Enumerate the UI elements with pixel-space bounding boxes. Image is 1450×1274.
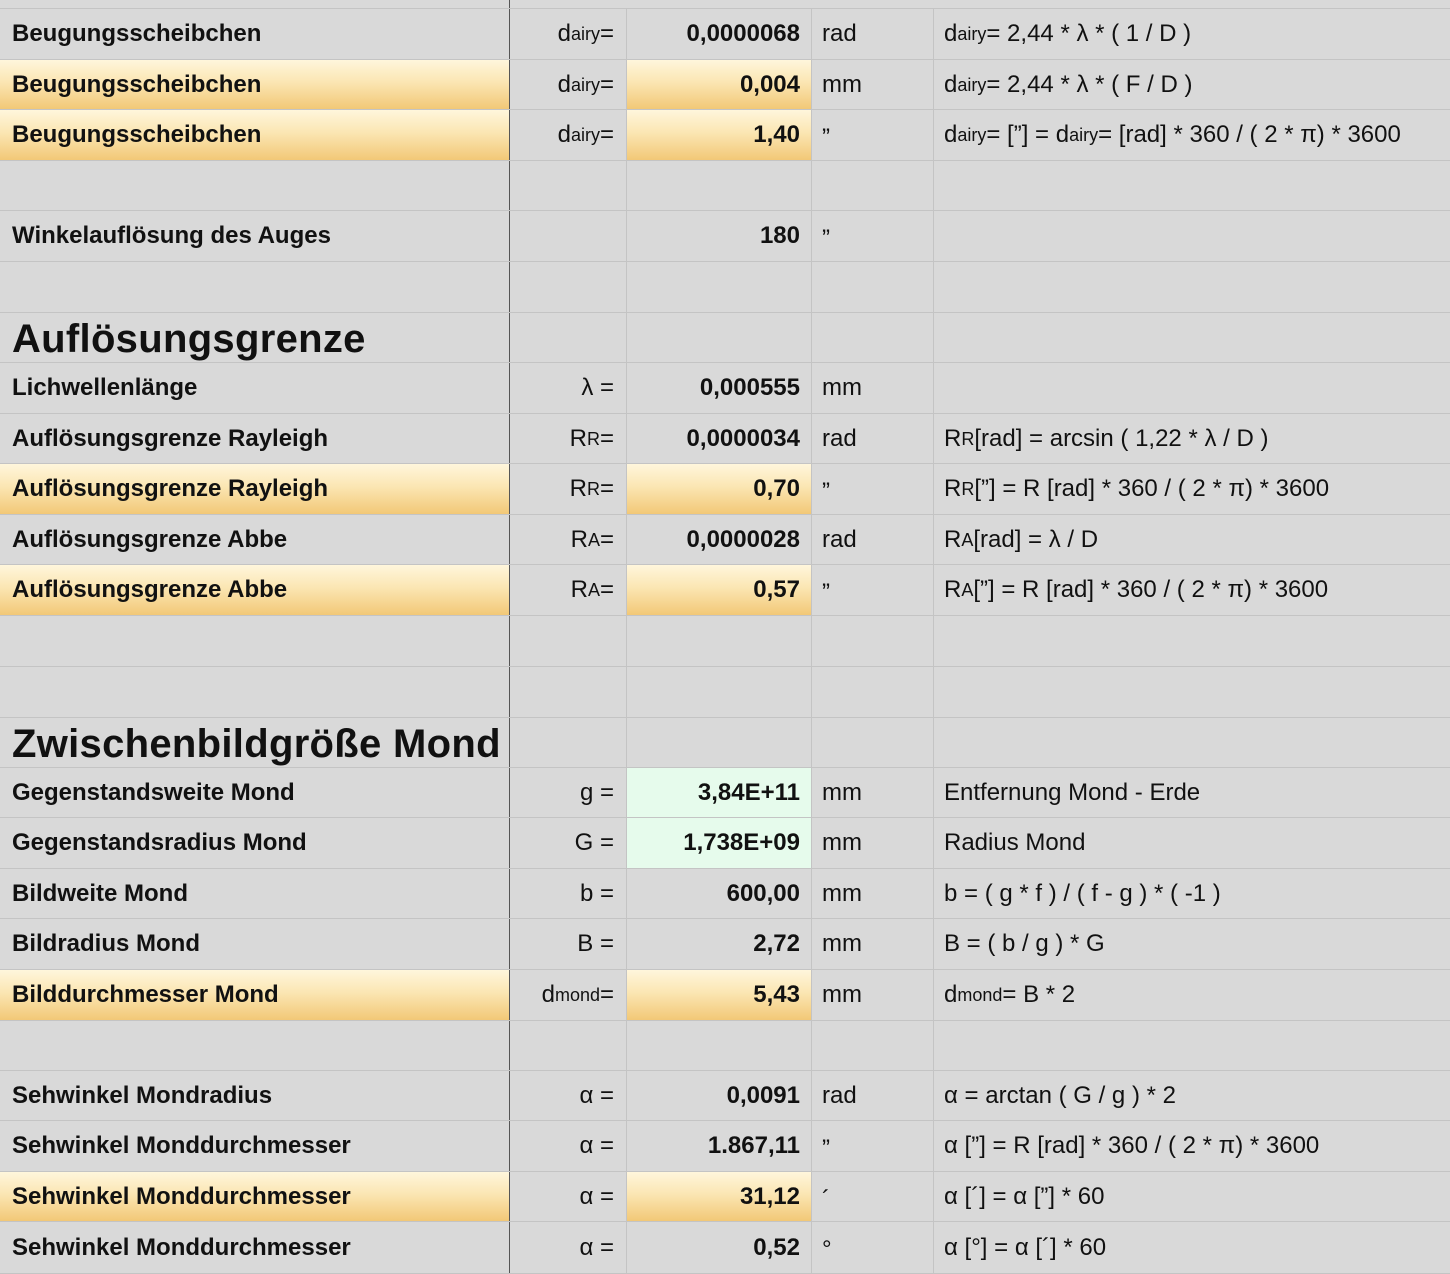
value-cell[interactable]: [626, 1021, 811, 1070]
value-cell[interactable]: 0,004: [626, 60, 811, 109]
unit-cell[interactable]: rad: [811, 1071, 933, 1120]
row-label[interactable]: Auflösungsgrenze Abbe: [0, 565, 509, 615]
section-header-row: [0, 313, 1450, 363]
unit-cell[interactable]: ”: [811, 464, 933, 514]
variable-cell[interactable]: R R =: [509, 464, 626, 514]
variable-cell[interactable]: [509, 313, 626, 362]
formula-cell[interactable]: α = arctan ( G / g ) * 2: [933, 1071, 1450, 1120]
value-cell[interactable]: [626, 616, 811, 666]
unit-cell[interactable]: [811, 161, 933, 210]
unit-cell[interactable]: ´: [811, 1172, 933, 1221]
row-label[interactable]: Beugungsscheibchen: [12, 20, 262, 47]
variable-cell[interactable]: b =: [509, 869, 626, 918]
unit-cell[interactable]: [811, 718, 933, 767]
section-title[interactable]: Zwischenbildgröße Mond: [12, 722, 501, 766]
variable-cell[interactable]: R A =: [509, 515, 626, 564]
unit-cell[interactable]: mm: [811, 818, 933, 868]
variable-cell[interactable]: λ =: [509, 363, 626, 413]
table-row: [0, 768, 1450, 818]
row-label[interactable]: [0, 616, 509, 666]
value-cell[interactable]: 0,0000034: [626, 414, 811, 463]
variable-cell[interactable]: [509, 211, 626, 261]
table-row: [0, 970, 1450, 1021]
value-cell[interactable]: 600,00: [626, 869, 811, 918]
formula-cell[interactable]: [933, 667, 1450, 717]
row-label[interactable]: Beugungsscheibchen: [0, 110, 509, 160]
table-row: [0, 464, 1450, 515]
row-label[interactable]: [0, 1021, 509, 1070]
formula-cell[interactable]: [933, 363, 1450, 413]
formula-cell[interactable]: [933, 616, 1450, 666]
table-row: [0, 667, 1450, 718]
formula-cell[interactable]: b = ( g * f ) / ( f - g ) * ( -1 ): [933, 869, 1450, 918]
formula-cell[interactable]: R R [”] = R [rad] * 360 / ( 2 * π) * 3600: [933, 464, 1450, 514]
row-label[interactable]: Bildradius Mond: [12, 930, 200, 957]
variable-cell[interactable]: R A =: [509, 565, 626, 615]
row-label[interactable]: Beugungsscheibchen: [0, 60, 509, 109]
value-cell[interactable]: 5,43: [626, 970, 811, 1020]
formula-cell[interactable]: [933, 718, 1450, 767]
unit-cell[interactable]: [811, 667, 933, 717]
formula-cell[interactable]: d mond = B * 2: [933, 970, 1450, 1020]
variable-cell[interactable]: g =: [509, 768, 626, 817]
row-label[interactable]: Lichwellenlänge: [12, 374, 198, 401]
table-row: [0, 1021, 1450, 1071]
unit-cell[interactable]: ”: [811, 565, 933, 615]
unit-cell[interactable]: °: [811, 1222, 933, 1273]
variable-cell[interactable]: [509, 616, 626, 666]
variable-cell[interactable]: [509, 161, 626, 210]
row-label[interactable]: Gegenstandsradius Mond: [12, 829, 307, 856]
value-cell[interactable]: 3,84E+11: [626, 768, 811, 817]
value-cell[interactable]: 1.867,11: [626, 1121, 811, 1171]
variable-cell[interactable]: G =: [509, 818, 626, 868]
value-cell[interactable]: 0,57: [626, 565, 811, 615]
row-label[interactable]: Bildweite Mond: [12, 879, 188, 907]
variable-cell[interactable]: d airy =: [509, 60, 626, 109]
value-cell[interactable]: 0,70: [626, 464, 811, 514]
unit-cell[interactable]: ”: [811, 1121, 933, 1171]
row-label[interactable]: Bilddurchmesser Mond: [0, 970, 509, 1020]
table-row: [0, 414, 1450, 464]
variable-cell[interactable]: [509, 718, 626, 767]
value-cell[interactable]: 2,72: [626, 919, 811, 969]
grid-top-strip: [0, 0, 1450, 9]
variable-cell[interactable]: B =: [509, 919, 626, 969]
formula-cell[interactable]: R A [”] = R [rad] * 360 / ( 2 * π) * 3600: [933, 565, 1450, 615]
table-row: [0, 818, 1450, 869]
table-row: [0, 60, 1450, 110]
value-cell[interactable]: 1,40: [626, 110, 811, 160]
formula-cell[interactable]: d airy = 2,44 * λ * ( 1 / D ): [933, 9, 1450, 59]
table-row: [0, 1172, 1450, 1222]
unit-cell[interactable]: mm: [811, 869, 933, 918]
variable-cell[interactable]: R R =: [509, 414, 626, 463]
row-label[interactable]: Auflösungsgrenze Rayleigh: [0, 464, 509, 514]
formula-cell[interactable]: α [´] = α [”] * 60: [933, 1172, 1450, 1221]
value-cell[interactable]: 1,738E+09: [626, 818, 811, 868]
formula-cell[interactable]: B = ( b / g ) * G: [933, 919, 1450, 969]
formula-cell[interactable]: [933, 262, 1450, 312]
table-row: [0, 515, 1450, 565]
formula-cell[interactable]: [933, 211, 1450, 261]
unit-cell[interactable]: mm: [811, 970, 933, 1020]
formula-cell[interactable]: Radius Mond: [933, 818, 1450, 868]
unit-cell[interactable]: ”: [811, 110, 933, 160]
table-row: [0, 1121, 1450, 1172]
variable-cell[interactable]: d airy =: [509, 110, 626, 160]
value-cell[interactable]: 31,12: [626, 1172, 811, 1221]
unit-cell[interactable]: mm: [811, 363, 933, 413]
variable-cell[interactable]: α =: [509, 1222, 626, 1273]
table-row: [0, 110, 1450, 161]
value-cell[interactable]: [626, 313, 811, 362]
formula-cell[interactable]: R R [rad] = arcsin ( 1,22 * λ / D ): [933, 414, 1450, 463]
value-cell[interactable]: 180: [626, 211, 811, 261]
row-label[interactable]: Sehwinkel Mondradius: [12, 1081, 273, 1109]
row-label[interactable]: Winkelauflösung des Auges: [12, 222, 331, 249]
value-cell[interactable]: [626, 262, 811, 312]
table-row: [0, 211, 1450, 262]
table-row: [0, 363, 1450, 414]
variable-cell[interactable]: [509, 1021, 626, 1070]
variable-cell[interactable]: α =: [509, 1121, 626, 1171]
row-label[interactable]: Auflösungsgrenze Rayleigh: [12, 424, 329, 452]
value-cell[interactable]: [626, 718, 811, 767]
unit-cell[interactable]: [811, 616, 933, 666]
unit-cell[interactable]: mm: [811, 60, 933, 109]
variable-cell[interactable]: d airy =: [509, 9, 626, 59]
row-label[interactable]: Auflösungsgrenze Abbe: [12, 525, 288, 553]
row-label[interactable]: Sehwinkel Monddurchmesser: [0, 1172, 509, 1221]
formula-cell[interactable]: [933, 161, 1450, 210]
value-cell[interactable]: 0,52: [626, 1222, 811, 1273]
value-cell[interactable]: 0,0091: [626, 1071, 811, 1120]
section-title[interactable]: Auflösungsgrenze: [12, 317, 366, 361]
formula-cell[interactable]: Entfernung Mond - Erde: [933, 768, 1450, 817]
value-cell[interactable]: [626, 161, 811, 210]
formula-cell[interactable]: α [”] = R [rad] * 360 / ( 2 * π) * 3600: [933, 1121, 1450, 1171]
row-label[interactable]: [0, 161, 509, 210]
formula-cell[interactable]: R A [rad] = λ / D: [933, 515, 1450, 564]
table-row: [0, 9, 1450, 60]
formula-cell[interactable]: [933, 313, 1450, 362]
unit-cell[interactable]: [811, 1021, 933, 1070]
row-label[interactable]: Sehwinkel Monddurchmesser: [12, 1132, 351, 1159]
row-label[interactable]: Sehwinkel Monddurchmesser: [12, 1233, 351, 1261]
value-cell[interactable]: [626, 667, 811, 717]
table-row: [0, 919, 1450, 970]
formula-cell[interactable]: d airy = [”] = d airy = [rad] * 360 / ( 2 * π) * 3600: [933, 110, 1450, 160]
unit-cell[interactable]: rad: [811, 515, 933, 564]
table-row: [0, 1222, 1450, 1274]
unit-cell[interactable]: rad: [811, 414, 933, 463]
unit-cell[interactable]: mm: [811, 919, 933, 969]
unit-cell[interactable]: ”: [811, 211, 933, 261]
value-cell[interactable]: 0,0000028: [626, 515, 811, 564]
variable-cell[interactable]: d mond =: [509, 970, 626, 1020]
value-cell[interactable]: 0,0000068: [626, 9, 811, 59]
table-row: [0, 565, 1450, 616]
formula-cell[interactable]: d airy = 2,44 * λ * ( F / D ): [933, 60, 1450, 109]
variable-cell[interactable]: α =: [509, 1071, 626, 1120]
value-cell[interactable]: 0,000555: [626, 363, 811, 413]
table-row: [0, 869, 1450, 919]
table-row: [0, 1071, 1450, 1121]
table-row: [0, 616, 1450, 667]
variable-cell[interactable]: [509, 262, 626, 312]
table-row: [0, 161, 1450, 211]
variable-cell[interactable]: [509, 667, 626, 717]
unit-cell[interactable]: rad: [811, 9, 933, 59]
unit-cell[interactable]: mm: [811, 768, 933, 817]
formula-cell[interactable]: α [°] = α [´] * 60: [933, 1222, 1450, 1273]
row-label[interactable]: [0, 667, 509, 717]
row-label[interactable]: Gegenstandsweite Mond: [12, 778, 295, 806]
unit-cell[interactable]: [811, 313, 933, 362]
section-header-row: [0, 718, 1450, 768]
formula-cell[interactable]: [933, 1021, 1450, 1070]
unit-cell[interactable]: [811, 262, 933, 312]
variable-cell[interactable]: α =: [509, 1172, 626, 1221]
row-label[interactable]: [0, 262, 509, 312]
table-row: [0, 262, 1450, 313]
